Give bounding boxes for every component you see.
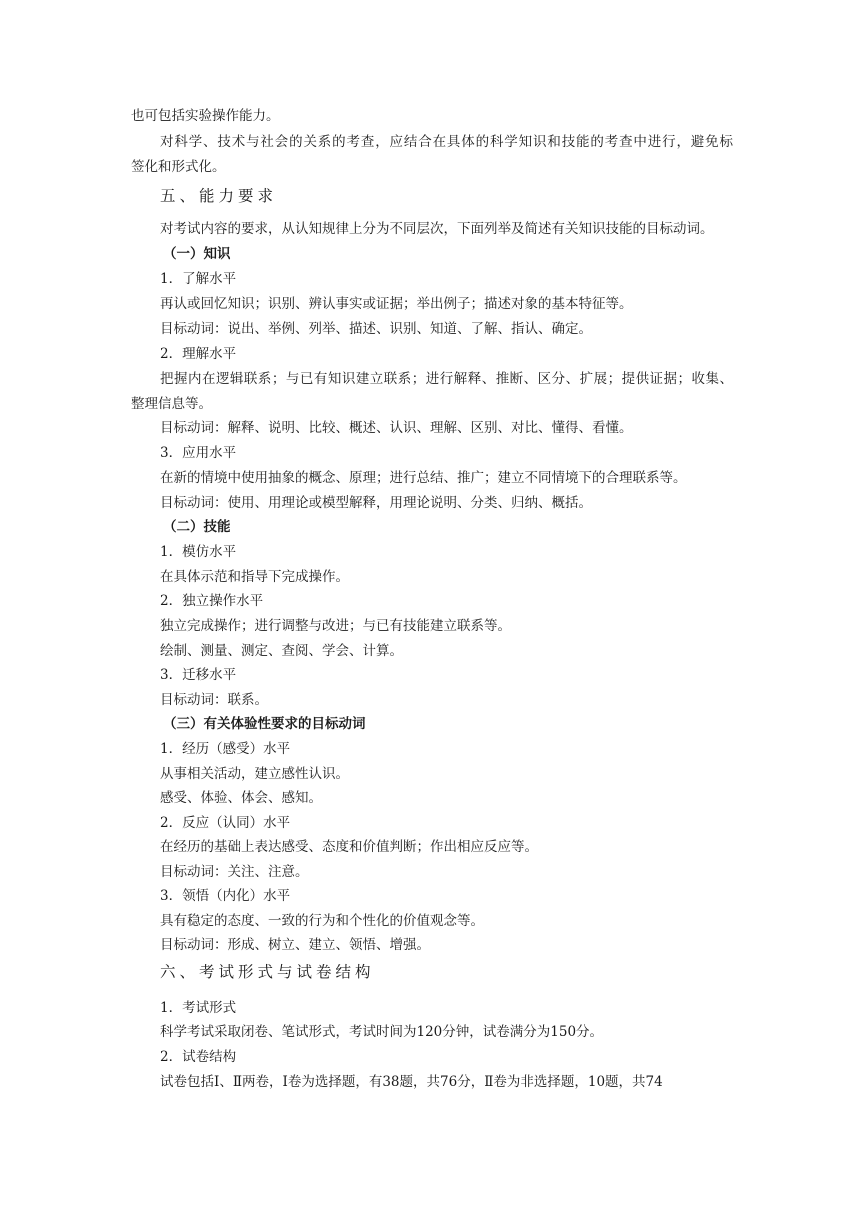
- item-title: 1．考试形式: [160, 1000, 237, 1016]
- paragraph: 把握内在逻辑联系；与已有知识建立联系；进行解释、推断、区分、扩展；提供证据；收集、: [160, 371, 733, 387]
- target-verbs: 目标动词：使用、用理论或模型解释，用理论说明、分类、归纳、概括。: [160, 495, 592, 511]
- target-verbs: 绘制、测量、测定、查阅、学会、计算。: [160, 643, 403, 659]
- level-title: 1．了解水平: [160, 271, 237, 287]
- subsection-heading: （三）有关体验性要求的目标动词: [163, 716, 366, 732]
- target-verbs: 目标动词：关注、注意。: [160, 864, 309, 880]
- intro-paragraph-line: 签化和形式化。: [131, 159, 226, 175]
- target-verbs: 目标动词：说出、举例、列举、描述、识别、知道、了解、指认、确定。: [160, 321, 592, 337]
- paragraph: 从事相关活动，建立感性认识。: [160, 766, 349, 782]
- level-title: 2．理解水平: [160, 346, 237, 362]
- paragraph: 再认或回忆知识；识别、辨认事实或证据；举出例子；描述对象的基本特征等。: [160, 296, 633, 312]
- level-title: 1．模仿水平: [160, 544, 237, 560]
- intro-paragraph-line: 对科学、技术与社会的关系的考查，应结合在具体的科学知识和技能的考查中进行，避免标: [160, 134, 733, 150]
- paragraph: 在具体示范和指导下完成操作。: [160, 569, 349, 585]
- level-title: 1．经历（感受）水平: [160, 741, 291, 757]
- paragraph: 科学考试采取闭卷、笔试形式，考试时间为120分钟，试卷满分为150分。: [160, 1024, 604, 1040]
- intro-line: 也可包括实验操作能力。: [131, 108, 280, 124]
- level-title: 3．应用水平: [160, 445, 237, 461]
- section-title: 六、考试形式与试卷结构: [160, 963, 375, 981]
- level-title: 3．领悟（内化）水平: [160, 888, 291, 904]
- target-verbs: 目标动词：形成、树立、建立、领悟、增强。: [160, 937, 430, 953]
- paragraph: 整理信息等。: [131, 396, 212, 412]
- paragraph: 独立完成操作；进行调整与改进；与已有技能建立联系等。: [160, 618, 511, 634]
- paragraph: 试卷包括Ⅰ、Ⅱ两卷，Ⅰ卷为选择题，有38题，共76分，Ⅱ卷为非选择题，10题，共74: [160, 1074, 663, 1090]
- paragraph: 具有稳定的态度、一致的行为和个性化的价值观念等。: [160, 913, 484, 929]
- section-title: 五、能力要求: [160, 187, 278, 205]
- target-verbs: 感受、体验、体会、感知。: [160, 790, 322, 806]
- level-title: 2．反应（认同）水平: [160, 815, 291, 831]
- target-verbs: 目标动词：解释、说明、比较、概述、认识、理解、区别、对比、懂得、看懂。: [160, 420, 633, 436]
- subsection-heading: （一）知识: [163, 246, 231, 262]
- target-verbs: 目标动词：联系。: [160, 692, 268, 708]
- level-title: 3．迁移水平: [160, 667, 237, 683]
- level-title: 2．独立操作水平: [160, 593, 264, 609]
- paragraph: 在新的情境中使用抽象的概念、原理；进行总结、推广；建立不同情境下的合理联系等。: [160, 470, 687, 486]
- paragraph: 在经历的基础上表达感受、态度和价值判断；作出相应反应等。: [160, 839, 538, 855]
- paragraph: 对考试内容的要求，从认知规律上分为不同层次，下面列举及简述有关知识技能的目标动词。: [160, 221, 714, 237]
- subsection-heading: （二）技能: [163, 519, 231, 535]
- item-title: 2．试卷结构: [160, 1049, 237, 1065]
